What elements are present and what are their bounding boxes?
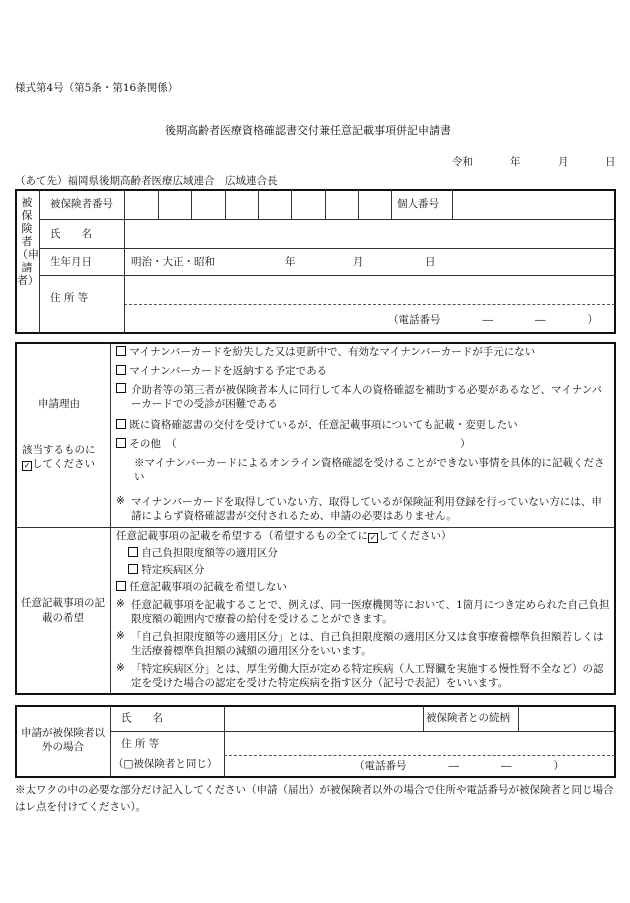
reason-instruction	[22, 458, 95, 471]
optional-note-mark-2: ※	[116, 630, 125, 642]
reason-item-3-checkbox[interactable]	[116, 383, 130, 395]
insured-phone: （電話番号 ― ― ）	[388, 314, 598, 326]
optional-note-mark-3: ※	[116, 662, 125, 674]
dob-eras[interactable]: 明治・大正・昭和	[131, 256, 215, 268]
reason-footnote-mark: ※	[116, 495, 125, 507]
checkbox-icon[interactable]	[128, 564, 138, 574]
addressee: （あて先）福岡県後期高齢者医療広域連合 広域連合長	[15, 175, 278, 187]
applicant-label: 申請が被保険者以外の場合	[21, 727, 105, 753]
reason-label: 申請理由	[38, 398, 80, 410]
insured-number-field[interactable]	[125, 191, 390, 218]
relation-field[interactable]	[519, 707, 615, 730]
dob-year: 年	[285, 256, 296, 268]
dob-day: 日	[425, 256, 436, 268]
reason-item-2[interactable]	[116, 365, 327, 378]
reason-item-label: その他 （ ）	[129, 438, 471, 450]
reason-instruction-1: 該当するものに	[22, 444, 96, 456]
checkbox-icon[interactable]	[128, 547, 138, 557]
checkbox-icon[interactable]	[116, 438, 126, 448]
name-label: 氏 名	[50, 228, 92, 240]
page-title: 後期高齢者医療資格確認書交付兼任意記載事項併記申請書	[165, 124, 451, 137]
checkbox-icon[interactable]	[116, 581, 126, 591]
checkbox-icon[interactable]	[116, 365, 126, 375]
optional-no-wish[interactable]	[116, 581, 287, 594]
optional-note-mark-1: ※	[116, 598, 125, 610]
checkbox-icon[interactable]	[116, 346, 126, 356]
name-field[interactable]	[125, 220, 615, 247]
reason-item-label: マイナンバーカードを返納する予定である	[129, 365, 328, 377]
dob-month: 月	[353, 256, 364, 268]
reason-item-label: マイナンバーカードを紛失した又は更新中で、有効なマイナンバーカードが手元にない	[129, 346, 536, 358]
checkbox-icon[interactable]	[116, 383, 126, 393]
optional-note-2: 「自己負担限度額等の適用区分」とは、自己負担限度額の適用区分又は食事療養標準負担額若しくは生活療養標準負担額の減額の適用区分をいいます。	[131, 631, 604, 657]
optional-note-3: 「特定疾病区分」とは、厚生労働大臣が定める特定疾病（人工腎臓を実施する慢性腎不全など）の認定を受けた場合の認定を受けた特定疾病を指す区分（記号で表記）をいいます。	[131, 663, 604, 689]
optional-sub-item-2[interactable]	[128, 564, 204, 577]
date-month: 月	[558, 156, 569, 168]
optional-wish-1: 任意記載事項の記載を希望する（希望するもの全てに	[116, 530, 368, 542]
date-day: 日	[605, 156, 616, 168]
reason-item-5[interactable]	[116, 438, 471, 451]
optional-wish	[116, 530, 452, 543]
other-note: ※マイナンバーカードによるオンライン資格確認を受けることができない事情を具体的に記載ください	[134, 457, 605, 483]
bottom-note: ※太ワクの中の必要な部分だけ記入してください（申請（届出）が被保険者以外の場合で住所や電話番号が被保険者と同じ場合はレ点を付けてください）。	[15, 784, 614, 813]
dob-label: 生年月日	[50, 256, 92, 268]
address-label: 住 所 等	[50, 292, 89, 304]
optional-sub-label: 自己負担限度額等の適用区分	[141, 547, 278, 559]
optional-wish-2: してください）	[378, 530, 452, 542]
reason-item-label: 既に資格確認書の交付を受けているが、任意記載事項についても記載・変更したい	[129, 419, 518, 431]
insured-side-label: 被保険者（申請者）	[17, 196, 39, 287]
reason-item-4[interactable]	[116, 419, 518, 432]
same-as-insured-checkbox[interactable]: （□被保険者と同じ）	[113, 758, 218, 770]
checkbox-icon[interactable]	[116, 419, 126, 429]
mynumber-label: 個人番号	[397, 198, 439, 210]
form-number: 様式第4号（第5条・第16条関係）	[15, 82, 179, 94]
applicant-name-label: 氏 名	[121, 712, 163, 724]
date-era: 令和	[452, 156, 473, 168]
optional-label: 任意記載事項の記載の希望	[21, 597, 105, 624]
check-mark-icon: ✓	[369, 533, 377, 542]
optional-sub-item-1[interactable]	[128, 547, 278, 560]
applicant-address-label: 住 所 等	[121, 738, 160, 750]
reason-item-3: 介助者等の第三者が被保険者本人に同行して本人の資格確認を補助する必要があるなど、マイナンバーカードでの受診が困難である	[131, 384, 603, 410]
optional-sub-label: 特定疾病区分	[141, 564, 205, 576]
applicant-phone: （電話番号 ― ― ）	[354, 760, 564, 772]
date-year: 年	[510, 156, 521, 168]
optional-no-wish-label: 任意記載事項の記載を希望しない	[129, 581, 287, 593]
reason-item-1[interactable]	[116, 346, 535, 359]
optional-note-1: 任意記載事項を記載することで、例えば、同一医療機関等において、1箇月につき定められた自己負担限度額の範囲内で療養の給付を受けることができます。	[131, 599, 610, 625]
relation-label: 被保険者との続柄	[426, 712, 510, 724]
check-mark-icon: ✓	[23, 461, 31, 470]
mynumber-field[interactable]	[453, 191, 615, 218]
insured-number-label: 被保険者番号	[50, 198, 113, 210]
applicant-name-field[interactable]	[225, 707, 422, 730]
reason-instruction-2: してください	[32, 458, 95, 470]
reason-footnote: マイナンバーカードを取得していない方、取得しているが保険証利用登録を行っていない方には、申請によらず資格確認書が交付されるため、申請の必要はありません。	[131, 496, 602, 522]
